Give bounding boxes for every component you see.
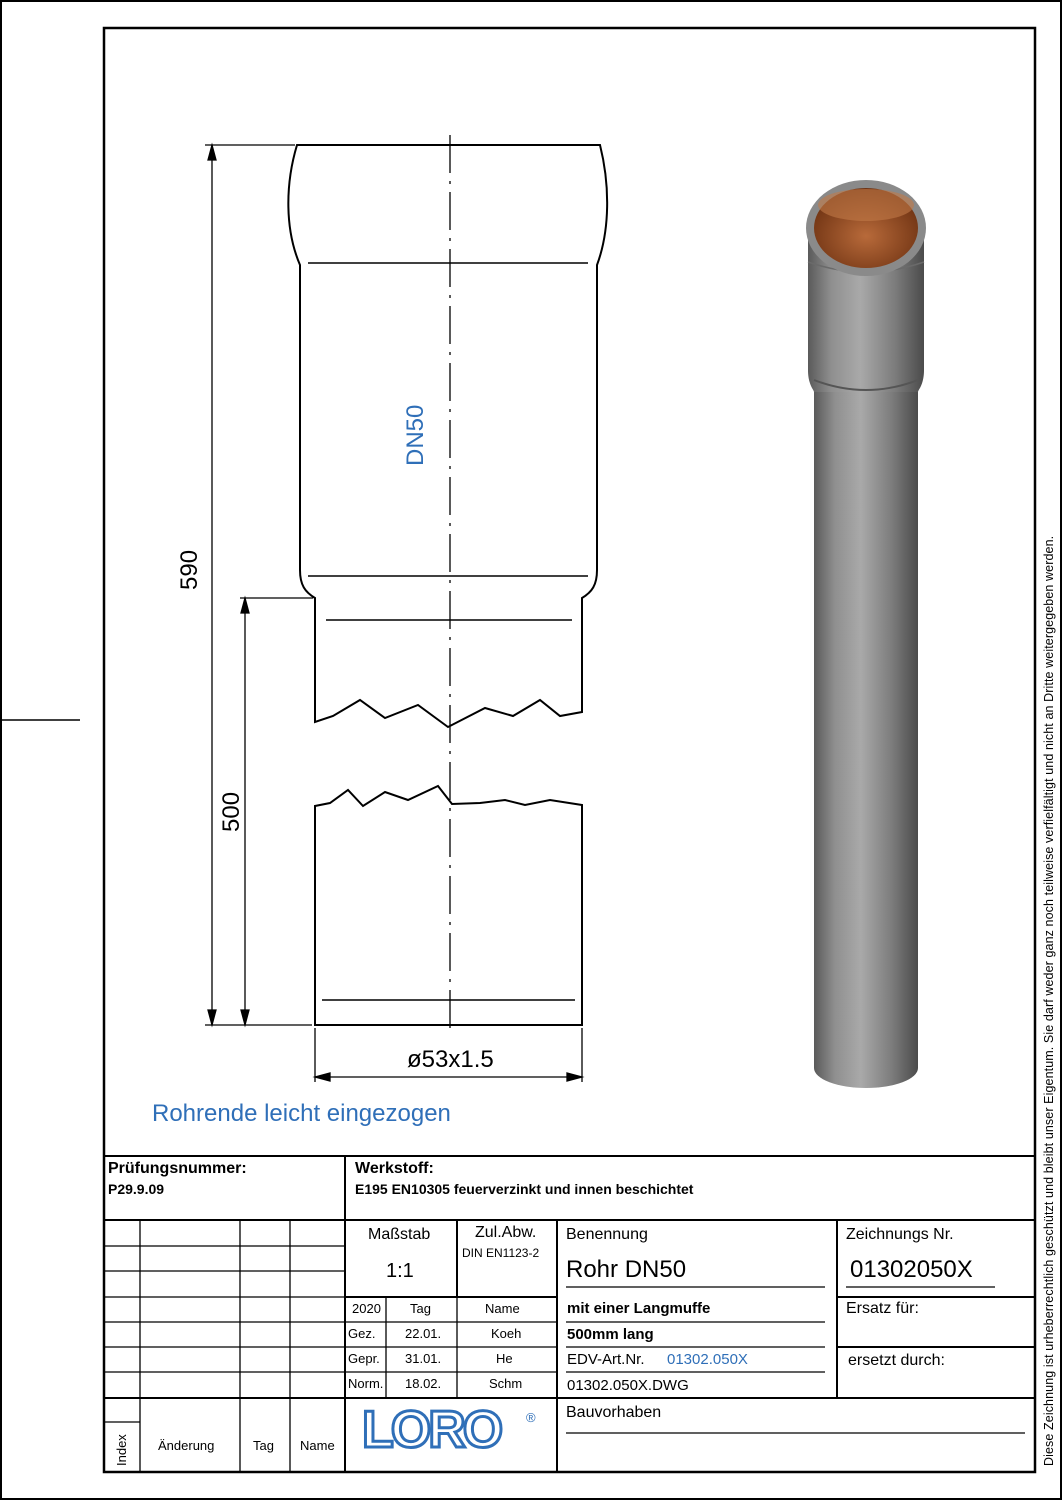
dimension-500 [240, 598, 313, 1025]
pipe-3d-render [806, 180, 926, 1088]
desc-line-1: mit einer Langmuffe [567, 1300, 711, 1317]
ersatz-fuer: Ersatz für: [846, 1300, 919, 1317]
zulabw-label: Zul.Abw. [475, 1224, 537, 1241]
aenderung-label: Änderung [158, 1438, 215, 1453]
year: 2020 [352, 1301, 381, 1316]
row-gez-name: Koeh [491, 1326, 522, 1341]
copyright-note: Diese Zeichnung ist urheberrechtlich geschützt und bleibt unser Eigentum. Sie darf weder ganz noch teilweise verfielfältigt und nicht an Dritte weitergegeben werden. [1042, 535, 1056, 1466]
dim-nominal: DN50 [402, 404, 429, 466]
row-norm-name: Schm [489, 1376, 523, 1391]
name-header: Name [485, 1301, 520, 1316]
logo-registered-mark: ® [526, 1410, 536, 1425]
tag-header: Tag [410, 1301, 431, 1316]
row-norm-tag: 18.02. [405, 1376, 442, 1391]
benennung-value: Rohr DN50 [566, 1256, 687, 1283]
edv-value: 01302.050X [667, 1351, 748, 1368]
dwg-file: 01302.050X.DWG [567, 1377, 689, 1394]
dim-diameter: ø53x1.5 [407, 1046, 494, 1073]
desc-line-2: 500mm lang [567, 1326, 654, 1343]
row-gez-tag: 22.01. [405, 1326, 442, 1341]
rev-tag-label: Tag [253, 1438, 274, 1453]
dim-pipe-length: 500 [218, 791, 245, 832]
massstab-value: 1:1 [386, 1260, 414, 1282]
zeichnung-label: Zeichnungs Nr. [846, 1226, 954, 1243]
row-gepr-label: Gepr. [348, 1351, 380, 1366]
loro-logo: LORO [362, 1401, 501, 1459]
werkstoff-value: E195 EN10305 feuerverzinkt und innen beschichtet [355, 1181, 694, 1197]
index-label: Index [114, 1434, 129, 1466]
werkstoff-label: Werkstoff: [355, 1160, 434, 1177]
bauvorhaben-label: Bauvorhaben [566, 1404, 662, 1421]
pipe-upper-section [288, 145, 607, 727]
dim-total-length: 590 [176, 549, 203, 590]
row-gez-label: Gez. [348, 1326, 376, 1341]
rev-name-label: Name [300, 1438, 335, 1453]
row-gepr-name: He [496, 1351, 513, 1366]
ersetzt-durch: ersetzt durch: [848, 1352, 945, 1369]
pipe-lower-section [315, 786, 582, 1025]
zeichnung-value: 01302050X [850, 1256, 973, 1283]
zulabw-value: DIN EN1123-2 [462, 1246, 540, 1260]
row-gepr-tag: 31.01. [405, 1351, 442, 1366]
massstab-label: Maßstab [368, 1226, 431, 1243]
drawing-note: Rohrende leicht eingezogen [152, 1100, 451, 1127]
benennung-label: Benennung [566, 1226, 648, 1243]
pruefung-value: P29.9.09 [108, 1181, 165, 1197]
row-norm-label: Norm. [348, 1376, 384, 1391]
edv-label: EDV-Art.Nr. [567, 1351, 645, 1368]
dimension-590 [205, 145, 312, 1025]
pruefung-label: Prüfungsnummer: [108, 1160, 247, 1177]
